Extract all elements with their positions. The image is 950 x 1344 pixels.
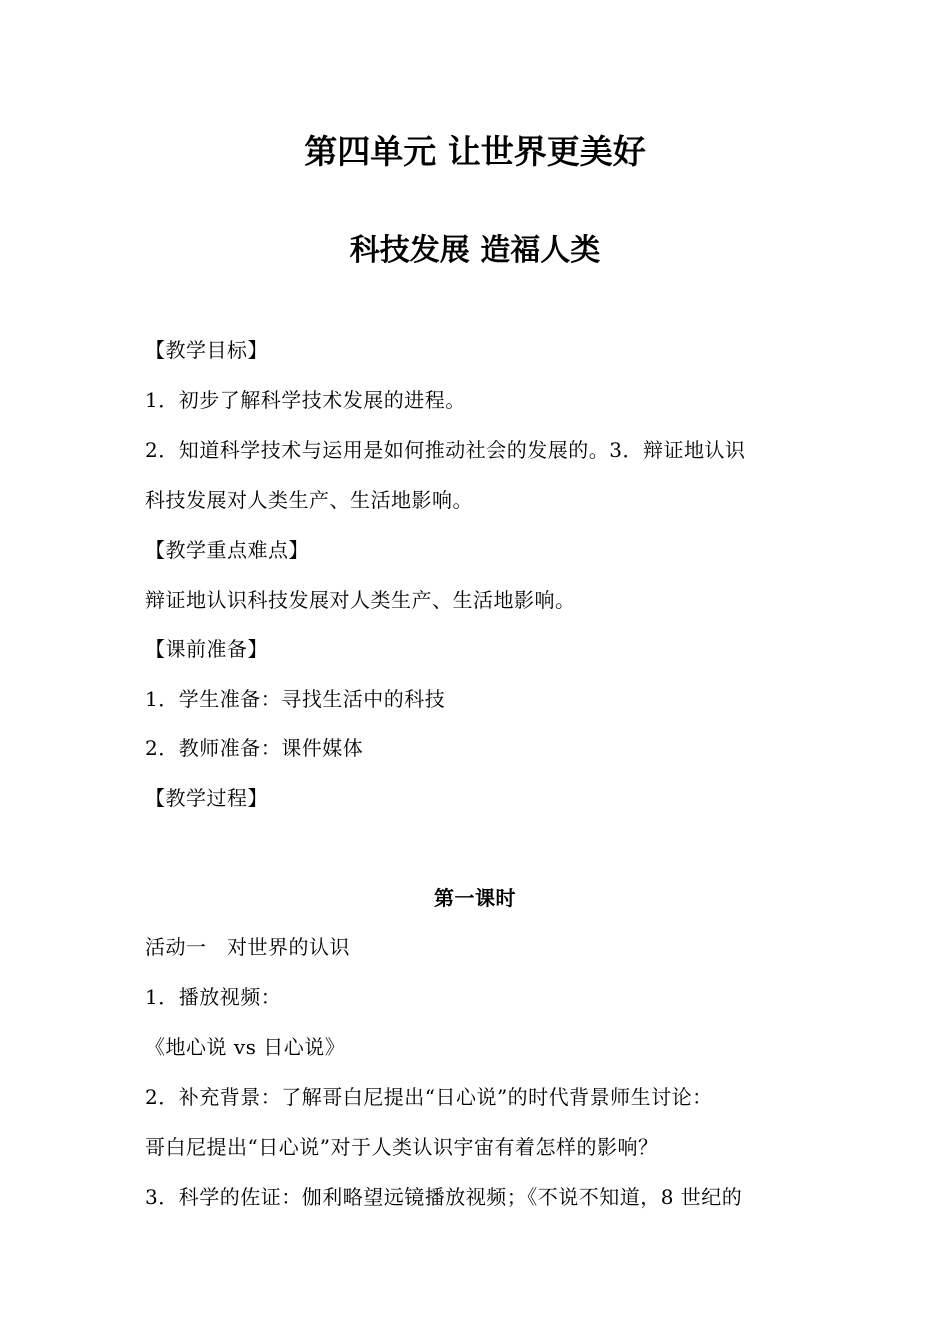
prep-heading: 【课前准备】 [145,637,268,661]
goal-item-1: 1．初步了解科学技术发展的进程。 [145,388,466,412]
lesson-period-title: 第一课时 [434,886,516,910]
unit-title: 第四单元 让世界更美好 [304,132,646,171]
key-points-text: 辩证地认识科技发展对人类生产、生活地影响。 [145,588,576,612]
discussion-question: 哥白尼提出“日心说”对于人类认识宇宙有着怎样的影响？ [145,1135,659,1159]
key-points-heading: 【教学重点难点】 [145,538,309,562]
step-2: 2．补充背景：了解哥白尼提出“日心说”的时代背景师生讨论： [145,1085,713,1109]
goal-item-2-continued: 科技发展对人类生产、生活地影响。 [145,488,473,512]
prep-item-2: 2．教师准备：课件媒体 [145,736,364,760]
step-1: 1．播放视频： [145,985,282,1009]
process-heading: 【教学过程】 [145,786,268,810]
prep-item-1: 1．学生准备：寻找生活中的科技 [145,687,446,711]
goal-item-2: 2．知道科学技术与运用是如何推动社会的发展的。3．辩证地认识 [145,438,746,462]
lesson-subtitle: 科技发展 造福人类 [349,233,601,268]
activity-heading: 活动一 对世界的认识 [145,935,350,959]
video-title: 《地心说 vs 日心说》 [145,1035,346,1059]
step-3: 3．科学的佐证：伽利略望远镜播放视频；《不说不知道，8 世纪的 [145,1185,743,1209]
goals-heading: 【教学目标】 [145,338,268,362]
